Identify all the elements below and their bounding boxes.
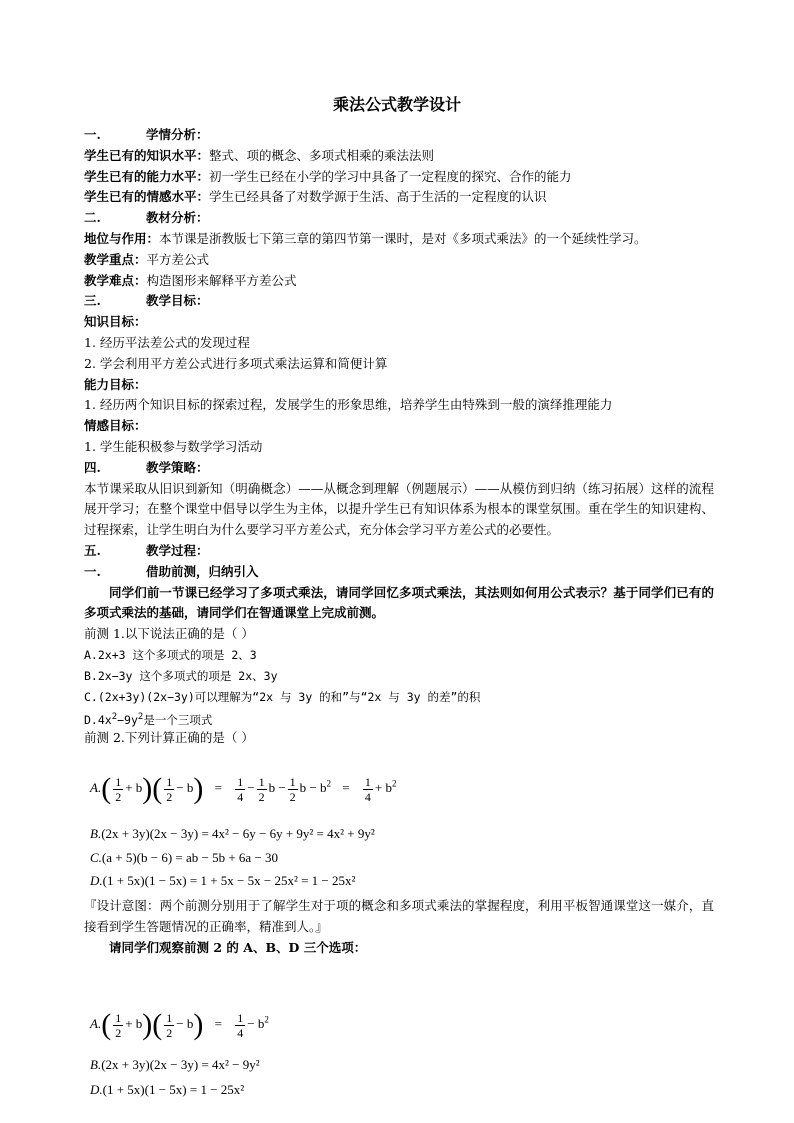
document-body [84, 125, 714, 749]
math-option-a-right: A.( $\frac{1}{2}$ + b)( $\frac{1}{2}$ − b) = $\frac{1}{4}$ − $b^2$ [90, 1008, 269, 1041]
math-option-d-right: D.(1 + 5x)(1 − 5x) = 1 − 25x² [90, 1082, 245, 1097]
list-item: 2. 学会利用平方差公式进行多项式乘法运算和简便计算 [84, 355, 388, 371]
section-heading: 四. 教学策略： [84, 459, 209, 475]
math-option-b-wrong: B.(2x + 3y)(2x − 3y) = 4x² − 6y − 6y + 9y² = 4x² + 9y² [90, 826, 375, 841]
math-option-a-wrong: A.( $\frac{1}{2}$ + b)( $\frac{1}{2}$ − b) = $\frac{1}{4}$ − $\frac{1}{2}$ b − $\frac{1}{2}$ $b - b^2$ = $\frac{1}{4}$ + $b^2$ [90, 772, 397, 805]
text-line: 教学难点：构造图形来解释平方差公式 [84, 272, 297, 288]
document-title: 乘法公式教学设计 [332, 95, 461, 114]
option-b: B.2x−3y 这个多项式的项是 2x、3y [84, 668, 278, 683]
step-heading: 一. 借助前测，归纳引入 [84, 563, 259, 579]
section-heading: 一. 学情分析： [84, 127, 209, 142]
text-line: 地位与作用：本节课是浙教版七下第三章的第四节第一课时，是对《多项式乘法》的一个延续性学习。 [84, 230, 647, 246]
math-option-d-wrong: D.(1 + 5x)(1 − 5x) = 1 + 5x − 5x − 25x² = 1 − 25x² [90, 873, 356, 888]
strategy-paragraph: 本节课采取从旧识到新知（明确概念）——从概念到理解（例题展示）——从模仿到归纳（练习拓展）这样的流程展开学习；在整个课堂中倡导以学生为主体，以提升学生已有知识体系为根本的课堂氛围。重在学生的知识建构、过程探索，让学生明白为什么要学习平方差公式，充分体会学习平方差公式的必要性。 [84, 480, 714, 538]
section-heading: 五. 教学过程： [84, 542, 209, 558]
sub-heading: 情感目标： [84, 418, 147, 434]
math-option-c: C.(a + 5)(b − 6) = ab − 5b + 6a − 30 [90, 850, 279, 865]
list-item: 1. 经历两个知识目标的探索过程，发展学生的形象思维，培养学生由特殊到一般的演绎推理能力 [84, 397, 613, 413]
list-item: 1. 学生能积极参与数学学习活动 [84, 438, 263, 454]
observe-line: 请同学们观察前测 2 的 A、B、D 三个选项： [109, 939, 367, 955]
question-2: 前测 2.下列计算正确的是（ ） [84, 730, 254, 746]
design-intent: 『设计意图：两个前测分别用于了解学生对于项的概念和多项式乘法的掌握程度，利用平板智通课堂这一媒介，直接看到学生答题情况的正确率，精准到人。』 [84, 898, 714, 934]
list-item: 1. 经历平法差公式的发现过程 [84, 334, 250, 350]
math-option-b-right: B.(2x + 3y)(2x − 3y) = 4x² − 9y² [90, 1057, 260, 1072]
text-line: 学生已有的能力水平：初一学生已经在小学的学习中具备了一定程度的探究、合作的能力 [84, 168, 572, 184]
text-line: 学生已有的情感水平：学生已经具备了对数学源于生活、高于生活的一定程度的认识 [84, 189, 547, 205]
question-1: 前测 1.以下说法正确的是（ ） [84, 626, 254, 642]
sub-heading: 知识目标： [84, 314, 147, 330]
option-d: $D.4x^2-9y^2$是一个三项式 [84, 712, 213, 728]
section-heading: 二. 教材分析： [84, 210, 209, 226]
option-c: C.(2x+3y)(2x−3y)可以理解为“2x 与 3y 的和”与“2x 与 3y 的差”的积 [84, 689, 481, 704]
option-a: A.2x+3 这个多项式的项是 2、3 [84, 647, 257, 662]
text-line: 学生已有的知识水平：整式、项的概念、多项式相乘的乘法法则 [84, 147, 435, 163]
text-line: 教学重点：平方差公式 [84, 251, 210, 267]
section-heading: 三. 教学目标： [84, 293, 209, 309]
sub-heading: 能力目标： [84, 376, 147, 392]
document-body-2 [84, 896, 714, 958]
step-paragraph: 同学们前一节课已经学习了多项式乘法，请同学回忆多项式乘法，其法则如何用公式表示？基于同学们已有的多项式乘法的基础，请同学们在智通课堂上完成前测。 [84, 584, 714, 621]
